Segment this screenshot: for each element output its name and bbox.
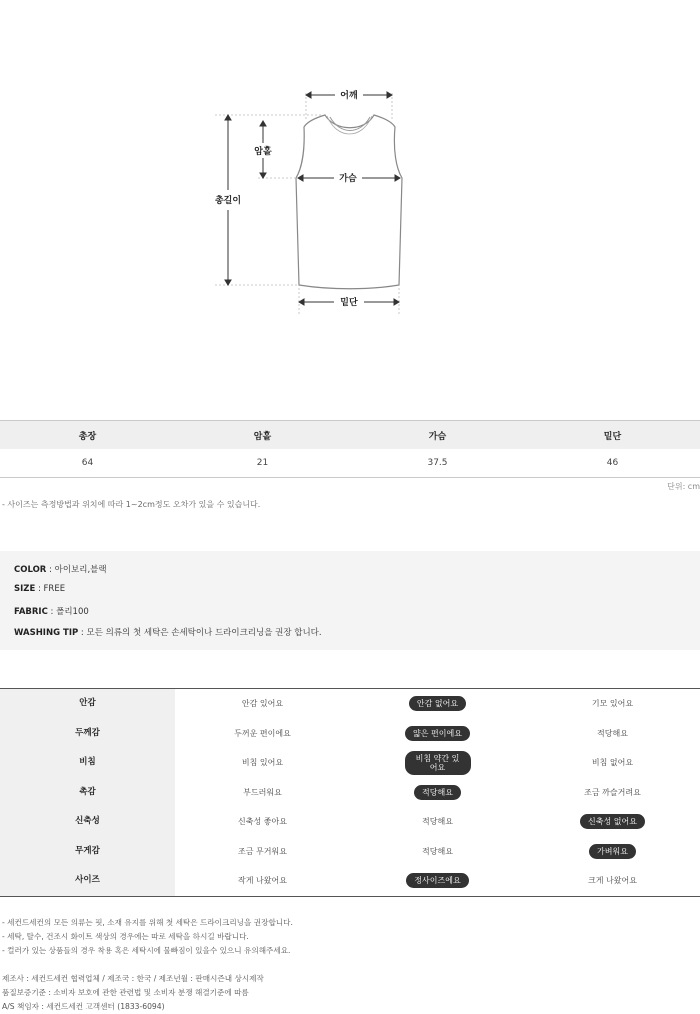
footer-note-1: - 세컨드세컨의 모든 의류는 핏, 소재 유지를 위해 첫 세탁은 드라이크리닝을 권장합니다. bbox=[2, 918, 293, 927]
info-size: SIZE : FREE bbox=[14, 584, 66, 594]
feel-option: 비침 있어요 bbox=[241, 758, 284, 768]
fabric-feel-table bbox=[0, 688, 700, 897]
value-length: 64 bbox=[0, 449, 175, 478]
feel-option-cell bbox=[175, 866, 350, 896]
selected-option-badge: 정사이즈에요 bbox=[406, 873, 468, 888]
feel-option: 안감 있어요 bbox=[241, 699, 284, 709]
unit-label: 단위: cm bbox=[667, 482, 700, 491]
selected-option-badge: 적당해요 bbox=[414, 785, 461, 800]
table-row bbox=[0, 866, 700, 896]
feel-option-cell bbox=[175, 689, 350, 719]
selected-option-badge: 신축성 없어요 bbox=[580, 814, 645, 829]
feel-label: 무게감 bbox=[0, 837, 175, 867]
length-label: 총길이 bbox=[214, 196, 242, 206]
manufacturer-info: 제조사 : 세컨드세컨 협력업체 / 제조국 : 한국 / 제조년월 : 판매시즌내 상시제작 bbox=[2, 974, 264, 983]
feel-option-cell bbox=[350, 807, 525, 837]
armhole-label: 암홀 bbox=[254, 147, 272, 157]
col-hem: 밑단 bbox=[525, 421, 700, 450]
feel-option-cell bbox=[350, 837, 525, 867]
selected-option-badge: 안감 없어요 bbox=[409, 696, 466, 711]
feel-option: 크게 나왔어요 bbox=[588, 876, 637, 886]
table-row bbox=[0, 689, 700, 719]
table-row bbox=[0, 449, 700, 478]
footer-note-2: - 세탁, 탈수, 건조시 화이트 색상의 경우에는 따로 세탁을 하시길 바랍니다. bbox=[2, 932, 249, 941]
feel-option-cell bbox=[525, 719, 700, 749]
value-hem: 46 bbox=[525, 449, 700, 478]
feel-option-cell bbox=[525, 866, 700, 896]
size-table bbox=[0, 420, 700, 478]
quality-standard: 품질보증기준 : 소비자 보호에 관한 관련법 및 소비자 분쟁 해결기준에 따름 bbox=[2, 988, 249, 997]
value-chest: 37.5 bbox=[350, 449, 525, 478]
feel-option-cell bbox=[525, 807, 700, 837]
feel-option-cell bbox=[175, 837, 350, 867]
feel-option-cell bbox=[175, 778, 350, 808]
shoulder-label: 어깨 bbox=[340, 91, 358, 101]
feel-option-cell bbox=[350, 719, 525, 749]
feel-option-cell bbox=[350, 748, 525, 778]
selected-option-badge: 가벼워요 bbox=[589, 844, 636, 859]
feel-label: 사이즈 bbox=[0, 866, 175, 896]
feel-option-cell bbox=[525, 689, 700, 719]
as-contact: A/S 책임자 : 세컨드세컨 고객센터 (1833-6094) bbox=[2, 1002, 165, 1011]
size-note: - 사이즈는 측정방법과 위치에 따라 1~2cm정도 오차가 있을 수 있습니다. bbox=[2, 500, 261, 509]
info-color: COLOR : 아이보리,블랙 bbox=[14, 565, 107, 575]
table-row bbox=[0, 748, 700, 778]
feel-label: 안감 bbox=[0, 689, 175, 719]
col-length: 총장 bbox=[0, 421, 175, 450]
feel-option-cell bbox=[350, 689, 525, 719]
size-diagram bbox=[0, 0, 700, 330]
feel-option-cell bbox=[350, 778, 525, 808]
feel-label: 신축성 bbox=[0, 807, 175, 837]
feel-option: 부드러워요 bbox=[243, 787, 282, 797]
tank-top-outline bbox=[296, 115, 402, 289]
size-table-header bbox=[0, 421, 700, 450]
feel-option: 조금 무거워요 bbox=[238, 846, 287, 856]
feel-label: 비침 bbox=[0, 748, 175, 778]
feel-option: 적당해요 bbox=[422, 846, 453, 856]
feel-option: 적당해요 bbox=[422, 817, 453, 827]
table-row bbox=[0, 719, 700, 749]
hem-label: 밑단 bbox=[340, 298, 358, 308]
feel-option-cell bbox=[350, 866, 525, 896]
feel-option: 적당해요 bbox=[597, 728, 628, 738]
info-fabric: FABRIC : 폴리100 bbox=[14, 607, 89, 617]
table-row bbox=[0, 778, 700, 808]
chest-label: 가슴 bbox=[339, 174, 357, 184]
footer-note-3: - 컬러가 있는 상품들의 경우 착용 혹은 세탁시에 물빠짐이 있을수 있으니 유의해주세요. bbox=[2, 946, 291, 955]
col-armhole: 암홀 bbox=[175, 421, 350, 450]
product-info bbox=[0, 551, 700, 650]
feel-option-cell bbox=[525, 778, 700, 808]
feel-option: 기모 있어요 bbox=[591, 699, 634, 709]
selected-option-badge: 얇은 편이에요 bbox=[405, 726, 470, 741]
feel-option: 두꺼운 편이에요 bbox=[234, 728, 291, 738]
feel-option-cell bbox=[525, 837, 700, 867]
feel-option-cell bbox=[525, 748, 700, 778]
selected-option-badge: 비침 약간 있어요 bbox=[405, 751, 471, 775]
feel-option-cell bbox=[175, 807, 350, 837]
feel-option-cell bbox=[175, 748, 350, 778]
feel-option: 비침 없어요 bbox=[591, 758, 634, 768]
feel-option-cell bbox=[175, 719, 350, 749]
feel-option: 신축성 좋아요 bbox=[238, 817, 287, 827]
feel-label: 두께감 bbox=[0, 719, 175, 749]
feel-label: 촉감 bbox=[0, 778, 175, 808]
value-armhole: 21 bbox=[175, 449, 350, 478]
feel-option: 작게 나왔어요 bbox=[238, 876, 287, 886]
info-washing: WASHING TIP : 모든 의류의 첫 세탁은 손세탁이나 드라이크리닝을 권장 합니다. bbox=[14, 628, 322, 638]
feel-option: 조금 까슬거려요 bbox=[584, 787, 641, 797]
col-chest: 가슴 bbox=[350, 421, 525, 450]
table-row bbox=[0, 837, 700, 867]
table-row bbox=[0, 807, 700, 837]
